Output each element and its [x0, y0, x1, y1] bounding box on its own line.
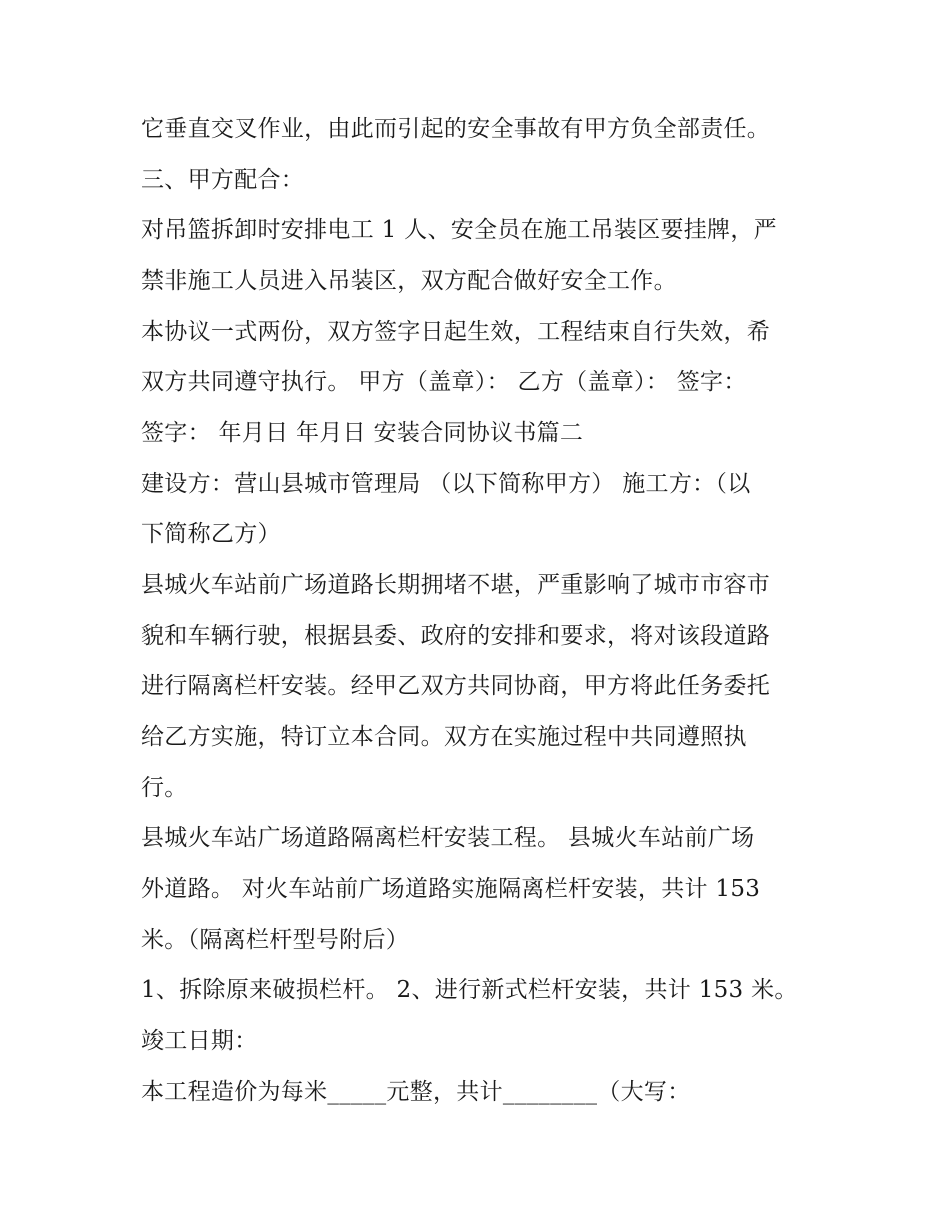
- text-line: 下简称乙方）: [141, 521, 281, 547]
- text-line: 进行隔离栏杆安装。经甲乙双方共同协商，甲方将此任务委托: [141, 673, 771, 699]
- text-line: 1、拆除原来破损栏杆。 2、进行新式栏杆安装，共计 153 米。: [141, 977, 798, 1003]
- text-line: 禁非施工人员进入吊装区，双方配合做好安全工作。: [141, 268, 677, 294]
- text-line: 本协议一式两份，双方签字日起生效，工程结束自行失效，希: [141, 319, 771, 345]
- text-line: 外道路。 对火车站前广场道路实施隔离栏杆安装，共计 153: [141, 876, 761, 902]
- text-line: 对吊篮拆卸时安排电工 1 人、安全员在施工吊装区要挂牌，严: [141, 217, 777, 243]
- text-line: 双方共同遵守执行。 甲方（盖章）： 乙方（盖章）： 签字：: [141, 369, 747, 395]
- text-line: 竣工日期：: [141, 1028, 258, 1054]
- text-line: 县城火车站广场道路隔离栏杆安装工程。 县城火车站前广场: [141, 825, 755, 851]
- text-line: 本工程造价为每米_____元整，共计________（大写：: [141, 1079, 691, 1105]
- section-heading: 三、甲方配合：: [141, 167, 305, 193]
- text-line: 给乙方实施，特订立本合同。双方在实施过程中共同遵照执: [141, 724, 747, 750]
- text-line: 米。（隔离栏杆型号附后）: [141, 927, 410, 953]
- text-line: 建设方：营山县城市管理局 （以下简称甲方） 施工方：（以: [141, 471, 751, 497]
- text-line: 县城火车站前广场道路长期拥堵不堪，严重影响了城市市容市: [141, 572, 771, 598]
- text-line: 行。: [141, 775, 188, 801]
- text-line: 签字： 年月日 年月日 安装合同协议书篇二: [141, 420, 584, 446]
- text-line: 它垂直交叉作业，由此而引起的安全事故有甲方负全部责任。: [141, 116, 771, 142]
- text-line: 貌和车辆行驶，根据县委、政府的安排和要求，将对该段道路: [141, 623, 771, 649]
